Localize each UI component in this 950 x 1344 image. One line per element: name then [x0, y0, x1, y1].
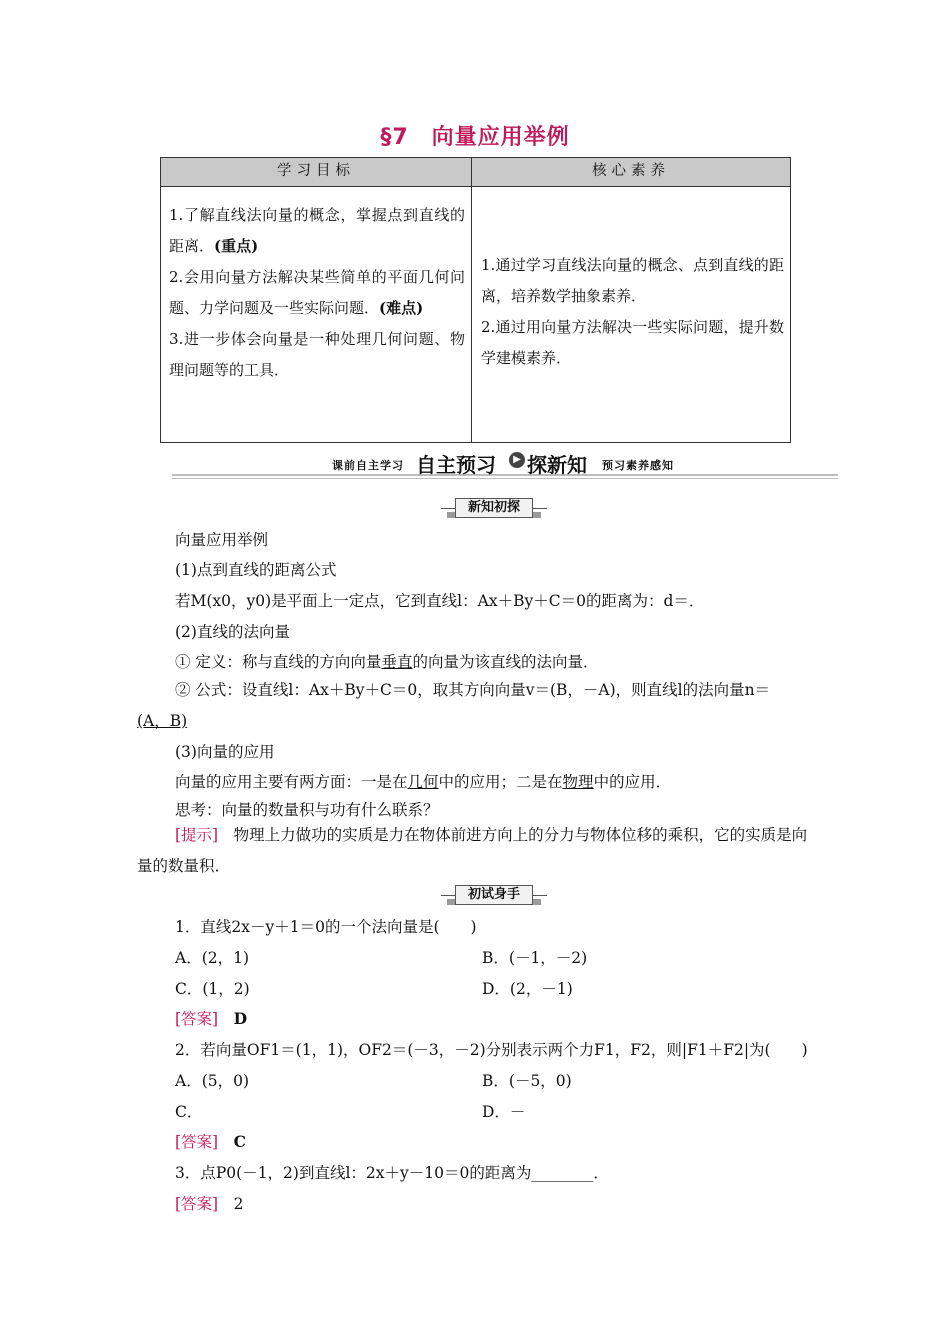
literacy-item: 2.通过用向量方法解决一些实际问题，提升数学建模素养．	[481, 318, 784, 367]
section-banner	[172, 449, 838, 479]
question-1-option-d: D．(2，－1)	[482, 980, 573, 998]
question-2-option-d: D．－	[482, 1103, 526, 1121]
column-divider	[471, 186, 472, 442]
knowledge-item-1: (1)点到直线的距离公式	[175, 561, 337, 579]
goal-item: 3.进一步体会向量是一种处理几何问题、物理问题等的工具．	[169, 330, 465, 379]
hint-paragraph: [提示] 物理上力做功的实质是力在物体前进方向上的分力与物体位移的乘积，它的实质是向量的数量积．	[137, 826, 808, 875]
question-2-answer: [答案] C	[175, 1132, 246, 1151]
divider	[172, 474, 838, 476]
normal-vector-formula: ② 公式：设直线l：Ax＋By＋C＝0，取其方向向量v＝(B，－A)，则直线l的法向量n＝	[175, 681, 771, 699]
question-1-option-c: C．(1，2)	[175, 980, 250, 998]
question-2-stem: 2．若向量OF1＝(1，1)，OF2＝(－3，－2)分别表示两个力F1，F2，则|F1＋F2|为( )	[175, 1041, 808, 1059]
normal-vector-answer: (A，B)	[137, 712, 188, 730]
core-literacy-cell	[481, 250, 784, 374]
banner-title-2: 探新知	[527, 453, 587, 477]
goal-item: 1.了解直线法向量的概念，掌握点到直线的距离．(重点)	[169, 206, 465, 255]
question-2-option-c: C．	[175, 1103, 203, 1121]
header-learning-goals: 学习目标	[161, 158, 472, 187]
question-1-answer: [答案] D	[175, 1009, 248, 1028]
learning-goals-cell	[169, 200, 465, 386]
vector-application-text: 向量的应用主要有两方面：一是在几何中的应用；二是在物理中的应用．	[175, 773, 672, 791]
question-2-option-b: B．(－5，0)	[482, 1072, 572, 1090]
question-2-option-a: A．(5，0)	[175, 1072, 250, 1090]
divider	[172, 478, 838, 479]
chevron-right-icon: ▶	[509, 452, 525, 468]
banner-subtitle-left: 课前自主学习	[332, 459, 404, 472]
page-title: §7 向量应用举例	[380, 125, 570, 150]
section-tag-try: 初试身手	[441, 885, 547, 905]
goal-item: 2.会用向量方法解决某些简单的平面几何问题、力学问题及一些实际问题．(难点)	[169, 268, 465, 317]
question-3-answer: [答案] 2	[175, 1195, 244, 1213]
normal-vector-definition: ① 定义：称与直线的方向向量垂直的向量为该直线的法向量．	[175, 653, 599, 671]
question-1-option-a: A．(2，1)	[175, 949, 250, 967]
literacy-item: 1.通过学习直线法向量的概念、点到直线的距离，培养数学抽象素养．	[481, 256, 784, 305]
knowledge-heading: 向量应用举例	[175, 531, 269, 549]
question-3-stem: 3．点P0(－1，2)到直线l：2x＋y－10＝0的距离为________．	[175, 1164, 609, 1182]
question-1-stem: 1．直线2x－y＋1＝0的一个法向量是( )	[175, 918, 477, 936]
think-question: 思考：向量的数量积与功有什么联系？	[175, 801, 439, 819]
knowledge-item-3: (3)向量的应用	[175, 743, 275, 761]
objectives-table	[160, 157, 791, 443]
banner-title-1: 自主预习	[416, 453, 496, 477]
knowledge-item-2: (2)直线的法向量	[175, 623, 290, 641]
distance-formula-text: 若M(x0，y0)是平面上一定点，它到直线l：Ax＋By＋C＝0的距离为：d＝．	[175, 592, 705, 610]
banner-subtitle-right: 预习素养感知	[602, 459, 674, 472]
question-1-option-b: B．(－1，－2)	[482, 949, 588, 967]
header-core-literacy: 核心素养	[472, 158, 790, 187]
section-tag-new-knowledge: 新知初探	[441, 498, 547, 518]
